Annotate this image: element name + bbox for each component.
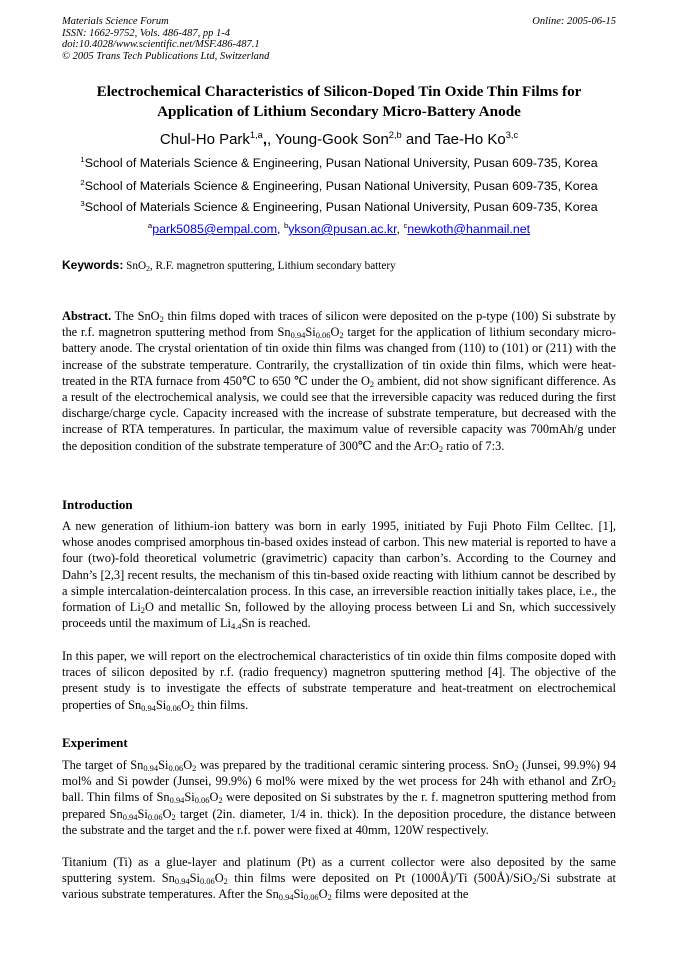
abstract-text: O <box>330 325 340 340</box>
exp-text: Titanium (Ti) as a glue-layer and platinum (Pt) as a current collector were also deposited by the same sputtering system. Sn <box>62 855 616 886</box>
exp-text: (Junsei, 99.9%) 94 mol% and Si powder (Junsei, 99.9%) 6 mol% were mixed by the wet process for 24h with ethanol and ZrO <box>62 758 617 789</box>
email-list: $^a$park5085@empal.com, $^b$ykson@pusan.ac.kr, $^c$newkoth@hanmail.net <box>147 220 531 236</box>
author-list: Chul-Ho Park$^{1,a}$,, Young-Gook Son$^{2,b}$ and Tae-Ho Ko$^{3,c}$ <box>159 130 519 148</box>
abstract-text: Si <box>305 325 316 340</box>
online-date: Online: 2005-06-15 <box>532 16 616 27</box>
exp-text: Si <box>158 758 169 772</box>
affiliation-2 <box>62 178 616 194</box>
abstract-sub: 2 <box>438 443 444 454</box>
exp-text: Si <box>137 806 148 821</box>
title-line-1: Electrochemical Characteristics of Silicon-Doped Tin Oxide Thin Films for <box>96 83 582 100</box>
email-3-sup: c <box>403 220 408 230</box>
affiliation-1-text: School of Materials Science & Engineering, Pusan National University, Pusan 609-735, Korea <box>84 156 598 170</box>
exp-text: Si <box>189 871 200 886</box>
exp-text: ball. Thin films of Sn <box>62 790 170 805</box>
abstract-text: ratio of 7:3. <box>443 438 505 453</box>
exp-sub: 0.06 <box>147 811 163 822</box>
affiliation-2-text: School of Materials Science & Engineering, Pusan National University, Pusan 609-735, Korea <box>84 179 598 193</box>
abstract-sub: 2 <box>159 314 164 325</box>
affiliation-1 <box>62 155 616 171</box>
exp-sub: 0.06 <box>194 795 210 806</box>
exp-sub: 2 <box>532 876 537 887</box>
abstract-sub: 2 <box>339 330 344 341</box>
exp-sub: 0.94 <box>169 795 185 806</box>
email-link-1[interactable]: park5085@empal.com <box>152 222 278 236</box>
exp-text: The target of Sn <box>62 758 144 772</box>
title-line-2: Application of Lithium Secondary Micro-Battery Anode <box>157 103 521 120</box>
journal-name: Materials Science Forum <box>62 16 169 27</box>
intro-text: A new generation of lithium-ion battery was born in early 1995, initiated by Fuji Photo Film Celltec. [1], whose anodes comprised amorphous tin-based oxides instead of carbon. This new material is reported to have a four (two)-fold theoretical volumetric (gravimetric) capacity than carbon’s. According to the Courney and Dahn’s [2,3] recent results, the mechanism of this tin-based oxide reacting with lithium cannot be described by a simple intercalation-deintercalation process. In this case, an irreversible reaction initially takes place, i.e., the formation of Li <box>62 519 616 615</box>
affiliation-3-text: School of Materials Science & Engineering, Pusan National University, Pusan 609-735, Korea <box>84 200 598 214</box>
introduction-paragraph-1 <box>62 518 616 631</box>
intro-sub: 4.4 <box>230 621 242 632</box>
keyword-sub: 2 <box>146 263 150 273</box>
exp-text: Si <box>184 790 195 805</box>
affiliation-3 <box>62 199 616 215</box>
exp-sub: 2 <box>514 763 519 774</box>
intro-text: thin films. <box>194 697 249 712</box>
affiliation-2-num: 2 <box>80 177 85 187</box>
exp-sub: 2 <box>223 876 228 887</box>
exp-text: /Si substrate at various substrate temperatures. After the Sn <box>62 871 616 902</box>
exp-text: O <box>214 871 224 886</box>
experiment-paragraph-2 <box>62 854 616 903</box>
author-2: , Young-Gook Son <box>267 131 389 148</box>
exp-sub: 2 <box>327 892 332 903</box>
abstract-sub: 2 <box>369 378 375 389</box>
exp-sub: 0.06 <box>168 763 184 774</box>
author-1: Chul-Ho Park <box>159 131 250 148</box>
introduction-paragraph-2 <box>62 648 616 713</box>
keyword-rest: , R.F. magnetron sputtering, Lithium secondary battery <box>149 260 396 272</box>
exp-sub: 2 <box>218 795 223 806</box>
email-link-2[interactable]: ykson@pusan.ac.kr <box>288 222 397 236</box>
email-2-sup: b <box>283 220 289 230</box>
author-2-sup: 2,b <box>388 130 402 140</box>
author-3-sup: 3,c <box>505 130 519 140</box>
abstract-sub: 0.06 <box>315 330 331 341</box>
journal-doi: doi:10.4028/www.scientific.net/MSF.486-487.1 <box>62 39 260 50</box>
author-3: and Tae-Ho Ko <box>401 131 506 148</box>
exp-text: films were deposited at the <box>331 887 469 902</box>
intro-sub: 2 <box>189 702 195 713</box>
intro-sub: 2 <box>140 605 146 616</box>
exp-text: target (2in. diameter, 1/4 in. thick). In the deposition procedure, the distance between the substrate and the target and the r.f. power were fixed at 40mm, 120W respectively. <box>62 806 616 837</box>
exp-sub: 0.06 <box>199 876 215 887</box>
author-1-sup: 1,a <box>249 130 263 140</box>
intro-sub: 0.94 <box>141 702 156 713</box>
abstract-text: target for the application of lithium secondary micro-battery anode. The crystal orientation of tin oxide thin films was changed from (110) to (101) or (211) with the increase of the substrate temperature. Contrarily, the crystallization of tin oxide thin films, which were heat-treated in the RTA furnace from 450℃ to 650 ℃ under the O <box>62 325 616 388</box>
exp-sub: 0.94 <box>122 811 138 822</box>
abstract-label: Abstract. <box>62 309 112 323</box>
exp-sub: 2 <box>192 763 197 774</box>
experiment-paragraph-1 <box>62 757 616 838</box>
exp-sub: 2 <box>611 779 616 790</box>
abstract-text: ambient, did not show significant difference. As a result of the electrochemical analysis, we could see that the irreversible capacity was reduced during the first discharge/charge cycle. Capacity increased with the increase of substrate temperature, but decreased with the increase of RTA temperatures. In particular, the maximum value of reversible capacity was 700mAh/g under the deposition condition of the substrate temperature of 300℃ and the Ar:O <box>62 373 616 453</box>
experiment-heading: Experiment <box>62 735 128 750</box>
abstract-text: The SnO <box>111 309 160 323</box>
abstract <box>62 308 616 454</box>
keywords-label: Keywords: <box>62 258 124 272</box>
intro-sub: 0.06 <box>166 702 181 713</box>
intro-text: Sn is reached. <box>241 616 311 631</box>
exp-text: thin films were deposited on Pt (1000Å)/Ti (500Å)/SiO <box>227 871 533 886</box>
email-1-sup: a <box>147 220 153 230</box>
intro-text: O <box>181 697 190 712</box>
exp-sub: 0.06 <box>303 892 319 903</box>
intro-text: In this paper, we will report on the electrochemical characteristics of tin oxide thin films composite doped with traces of silicon deposited by r.f. (radio frequency) magnetron sputtering method [4]. The objective of the present study is to investigate the effects of substrate temperature and heat-treatment on electrochemical properties of Sn <box>62 649 616 712</box>
journal-header <box>62 16 616 62</box>
exp-text: O <box>162 806 172 821</box>
paper-title <box>62 82 616 122</box>
exp-text: O <box>209 790 219 805</box>
exp-text: was prepared by the traditional ceramic sintering process. SnO <box>196 758 515 772</box>
intro-text: Si <box>155 697 167 712</box>
exp-sub: 0.94 <box>174 876 190 887</box>
journal-issn: ISSN: 1662-9752, Vols. 486-487, pp 1-4 <box>62 27 230 39</box>
intro-text: O and metallic Sn, followed by the alloying process between Li and Sn, which successively proceeds until the maximum of Li <box>62 600 617 631</box>
keywords <box>62 258 616 274</box>
abstract-sub: 0.94 <box>290 330 306 341</box>
exp-text: Si <box>293 887 304 902</box>
email-link-3[interactable]: newkoth@hanmail.net <box>407 222 531 236</box>
exp-text: O <box>183 758 193 772</box>
affiliation-3-num: 3 <box>80 198 85 208</box>
affiliation-1-num: 1 <box>80 154 85 164</box>
exp-sub: 0.94 <box>143 763 159 774</box>
journal-copyright: © 2005 Trans Tech Publications Ltd, Switzerland <box>62 50 270 62</box>
exp-text: O <box>318 887 328 902</box>
introduction-heading: Introduction <box>62 497 133 512</box>
exp-sub: 0.94 <box>278 892 294 903</box>
abstract-text: thin films doped with traces of silicon were deposited on the p-type (100) Si substrate by the r.f. magnetron sputtering method from Sn <box>62 309 616 340</box>
exp-sub: 2 <box>171 811 176 822</box>
exp-text: were deposited on Si substrates by the r. f. magnetron sputtering method from prepared Sn <box>62 790 616 821</box>
keyword-sno: SnO <box>126 260 147 272</box>
